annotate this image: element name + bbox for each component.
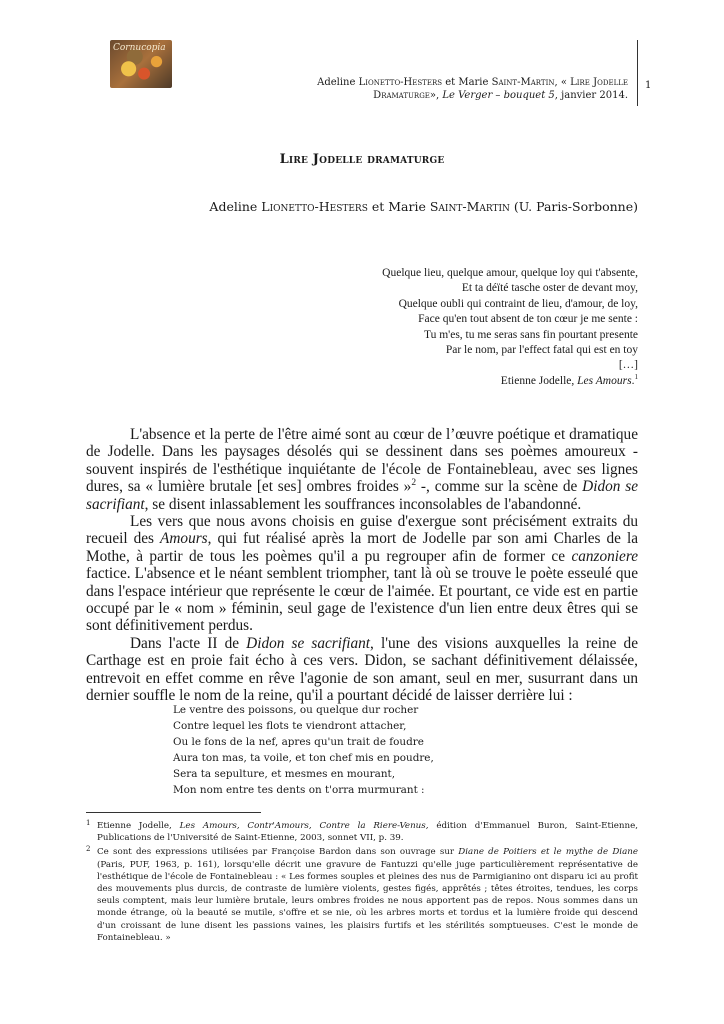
logo-text: Cornucopia: [113, 43, 166, 53]
epigraph-line: Et ta déïté tasche oster de devant moy,: [461, 282, 638, 295]
footnote-1: [86, 820, 638, 844]
byline-and: et Marie: [367, 199, 430, 214]
epigraph-source-work: Les Amours: [577, 374, 632, 387]
p3-text-b: , l'une des visions auxquelles la reine de Carthage est en proie fait écho à ces vers. Didon, se sachant définitivement délaissée, entrevoit en effet comme en rêve l'agonie de son amant, seul en mer, susurrant dans un dernier souffle le nom de la reine, qu'il a pourtant décidé de laisser derrière lui :: [86, 634, 638, 705]
byline-first1: Adeline: [209, 199, 262, 214]
footnotes: [86, 820, 638, 946]
header-quote-close: »,: [429, 90, 443, 101]
epigraph: [382, 266, 638, 389]
header-author1-last: Lionetto-Hesters: [358, 77, 443, 88]
epigraph-line: […]: [618, 359, 638, 372]
byline-last1: Lionetto-Hesters: [261, 199, 368, 214]
byline: [209, 199, 638, 214]
fn1-work-title: Les Amours, Contr'Amours, Contre la Riere-Venus,: [179, 821, 429, 831]
byline-affiliation: (U. Paris-Sorbonne): [509, 199, 638, 214]
p1-text-b: -, comme sur la scène de: [416, 478, 583, 496]
byline-last2: Saint-Martin: [429, 199, 510, 214]
verse-line: Contre lequel les flots te viendront attacher,: [173, 720, 407, 732]
p2-text-c: factice. L'absence et le néant semblent triompher, tant là où se trouve le poète esseulé que dans l'espace intérieur que représente le cœur de l'aimée. Et pourtant, ce vide est en partie occupé par le « nom » féminin, seul gage de l'existence d'un lien entre deux êtres qui se sont définitivement perdus.: [86, 565, 638, 635]
epigraph-line: Par le nom, par l'effect fatal qui est en toy: [445, 344, 638, 357]
epigraph-source-end: .: [631, 374, 635, 387]
footnote-2-mark: 2: [86, 845, 91, 854]
fn2-text-b: (Paris, PUF, 1963, p. 161), lorsqu'elle décrit une gravure de Fantuzzi qu'elle juge particulièrement représentative de l'esthétique de l'école de Fontainebleau : « Les formes souples et pleines des nus de Parmigianino ont disparu ici au profit des mouvements plus durcis, de contraste de lumière violents, gestes figés, apprêtés ; têtes étroites, tendues, les corps seuls comptent, mais leur lumière brutale, leurs ombres froides ne nous apportent pas de repos. Nous sommes dans un monde étrange, où la beauté se mutile, s'offre et se nie, où les arbres morts et tordus et la lumière froide qui descend d'un croissant de lune disent les passions vaines, les plaisirs furtifs et les stérilités somptueuses. C'est le monde de Fontainebleau. »: [97, 859, 638, 943]
fn2-text-a: Ce sont des expressions utilisées par Françoise Bardon dans son ouvrage sur: [97, 847, 459, 858]
body-text: [86, 426, 638, 705]
header-quote-open: , «: [554, 77, 571, 88]
header-author2-first: Marie: [458, 77, 492, 88]
journal-logo: [110, 40, 172, 88]
epigraph-line: Face qu'en tout absent de ton cœur je me sente :: [418, 313, 638, 326]
footnote-ref-2[interactable]: 2: [411, 478, 417, 489]
verse-line: Aura ton mas, ta voile, et ton chef mis en poudre,: [173, 752, 434, 764]
verse-line: Mon nom entre tes dents on t'orra murmurant :: [173, 784, 425, 796]
header-title-b: Jodelle Dramaturge: [373, 77, 628, 101]
p1-text-c: , se disent inlassablement les souffrances inconsolables de l'abandonné.: [144, 495, 582, 513]
p2-text-b: , qui fut réalisé après la mort de Jodelle par son ami Charles de la Mothe, à partir de tous les poèmes qu'il a pu regrouper afin de former ce: [86, 530, 638, 565]
header-title-a: Lire: [570, 77, 590, 88]
footnote-2: [86, 846, 638, 944]
p1-work-title: Didon se sacrifiant: [86, 478, 638, 513]
verse-line: Ou le fons de la nef, apres qu'un trait de foudre: [173, 736, 424, 748]
verse-line: Sera ta sepulture, et mesmes en mourant,: [173, 768, 396, 780]
fn1-text-b: édition d'Emmanuel Buron, Saint-Etienne, Publications de l'Université de Saint-Etienne, 2003, sonnet VII, p. 39.: [97, 821, 638, 844]
fn2-work-title: Diane de Poitiers et le mythe de Diane: [458, 847, 638, 858]
page-title: Lire Jodelle dramaturge: [279, 152, 445, 167]
epigraph-line: Quelque lieu, quelque amour, quelque loy qui t'absente,: [382, 267, 638, 279]
header-author2-last: Saint-Martin: [491, 77, 555, 88]
p2-work-title: Amours: [160, 530, 208, 548]
epigraph-line: Tu m'es, tu me seras sans fin pourtant presente: [423, 328, 638, 341]
p3-work-title: Didon se sacrifiant: [246, 634, 371, 652]
header-and: et: [442, 77, 459, 88]
page-number: 1: [645, 80, 652, 91]
p1-text-a: L'absence et la perte de l'être aimé sont au cœur de l’œuvre poétique et dramatique de Jodelle. Dans les paysages désolés qui se dessinent dans ses poèmes amoureux - souvent inspirés de l'esthétique inquiétante de l'école de Fontainebleau, avec ses lignes dures, sa « lumière brutale [et ses] ombres froides »: [86, 426, 638, 496]
running-header: [308, 76, 628, 102]
verse-line: Le ventre des poissons, ou quelque dur rocher: [173, 704, 419, 716]
verse-quotation: [173, 702, 434, 798]
p2-text-a: Les vers que nous avons choisis en guise d'exergue sont précisément extraits du recueil des: [86, 513, 638, 548]
paragraph-2: [86, 513, 638, 635]
header-journal: Le Verger – bouquet 5: [442, 90, 555, 101]
footnote-1-mark: 1: [86, 819, 91, 827]
epigraph-line: Quelque oubli qui contraint de lieu, d'amour, de loy,: [398, 297, 638, 310]
header-date: , janvier 2014.: [554, 90, 628, 101]
p2-term: canzoniere: [571, 547, 638, 565]
footnote-ref-1[interactable]: 1: [634, 373, 638, 382]
p3-text-a: Dans l'acte II de: [130, 634, 247, 652]
paragraph-3: [86, 635, 638, 705]
header-divider: [637, 40, 638, 106]
epigraph-source-author: Etienne Jodelle,: [500, 374, 578, 387]
header-author1-first: Adeline: [317, 77, 359, 88]
epigraph-source: [382, 374, 638, 389]
paragraph-1: [86, 426, 638, 513]
fn1-text-a: Etienne Jodelle,: [97, 821, 180, 831]
footnote-separator: [86, 812, 261, 813]
